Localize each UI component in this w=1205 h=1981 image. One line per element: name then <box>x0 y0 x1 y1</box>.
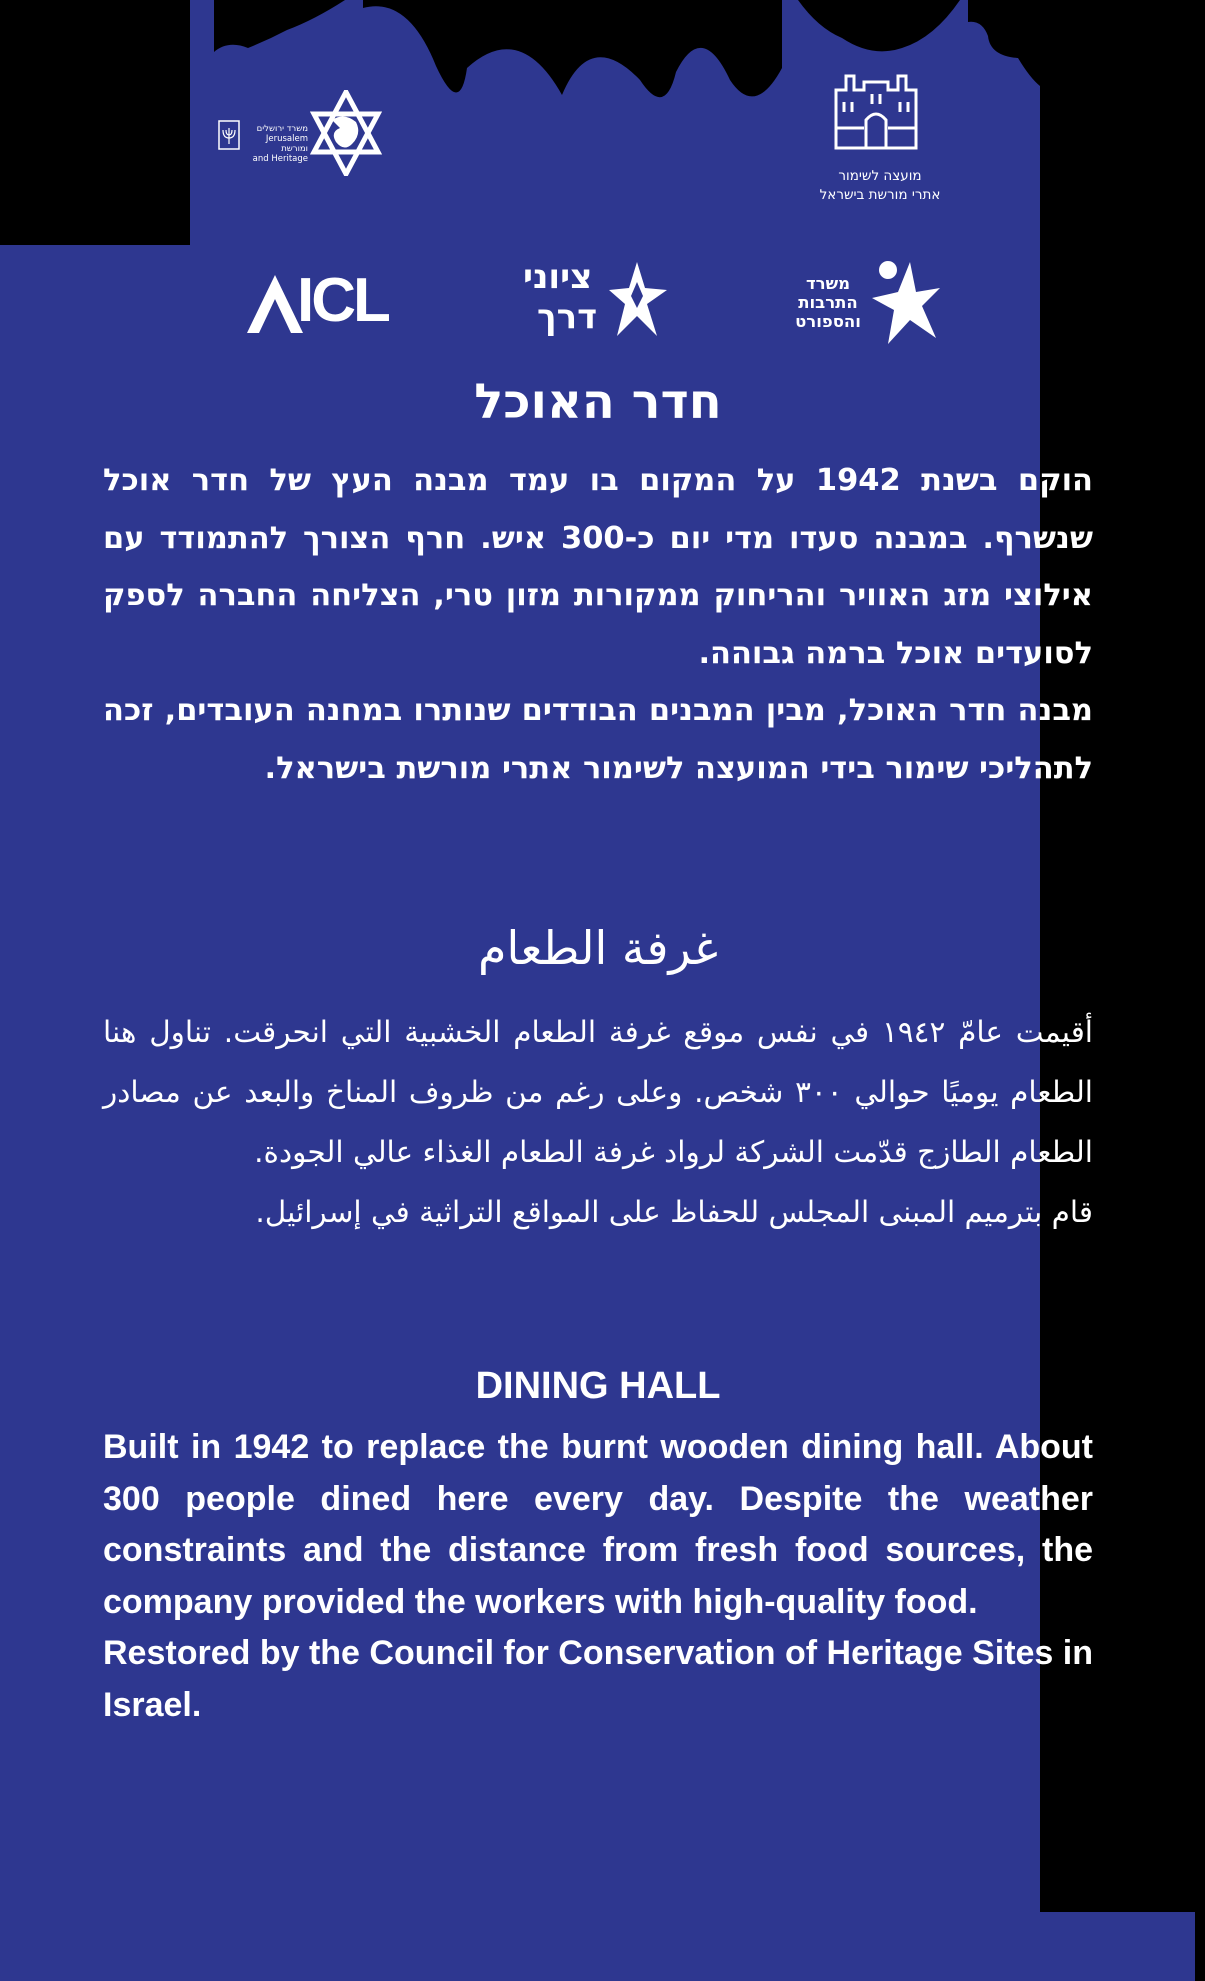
zioni-derech-line1: ציוני <box>523 257 593 297</box>
menorah-emblem-icon <box>218 120 240 150</box>
arabic-body <box>103 1002 1093 1242</box>
heritage-council-logo <box>800 68 980 208</box>
arabic-paragraph-2: قام بترميم المبنى المجلس للحفاظ على المواقع التراثية في إسرائيل. <box>255 1195 1093 1229</box>
historic-building-icon <box>834 68 918 150</box>
council-name-line2: אתרי מורשת בישראל <box>819 187 941 203</box>
zioni-derech-line2: דרך <box>537 297 598 337</box>
star-of-david-lion-icon <box>310 90 382 176</box>
culture-ministry-name: משרד התרבות והספורט <box>795 274 861 331</box>
english-paragraph-1: Built in 1942 to replace the burnt wooden dining hall. About 300 people dined here every day. Despite the weather constraints and the distance from fresh food sources, the company provided the workers with high-quality food. <box>103 1428 1093 1621</box>
hebrew-title: חדר האוכל <box>474 374 722 430</box>
council-name-line1: מועצה לשימור <box>838 168 922 184</box>
hebrew-paragraph-1: הוקם בשנת 1942 על המקום בו עמד מבנה העץ של חדר אוכל שנשרף. במבנה סעדו מדי יום כ-300 איש. חרף הצורך להתמודד עם אילוצי מזג האוויר והריחוק ממקורות מזון טרי, הצליחה החברה לספק לסועדים אוכל ברמה גבוהה. <box>103 463 1093 671</box>
jerusalem-heritage-ministry-logo <box>218 90 388 180</box>
english-title: DINING HALL <box>475 1365 721 1407</box>
english-paragraph-2: Restored by the Council for Conservation of Heritage Sites in Israel. <box>103 1634 1093 1724</box>
zioni-derech-star-icon <box>607 260 669 340</box>
icl-logo <box>245 266 388 335</box>
hebrew-bold-phrase: בו עמד <box>508 463 619 498</box>
english-body <box>103 1422 1093 1731</box>
hebrew-paragraph-2: מבנה חדר האוכל, מבין המבנים הבודדים שנותרו במחנה העובדים, זכה לתהליכי שימור בידי המועצה לשימור אתרי מורשת בישראל. <box>103 693 1093 786</box>
hebrew-body <box>103 452 1093 797</box>
zioni-derech-logo <box>515 258 675 348</box>
arabic-title: غرفة الطعام <box>478 921 718 975</box>
culture-ministry-star-icon <box>868 258 942 346</box>
culture-sport-ministry-logo <box>790 258 965 348</box>
arabic-paragraph-1: أقيمت عامّ ١٩٤٢ في نفس موقع غرفة الطعام الخشبية التي انحرقت. تناول هنا الطعام يوميًا حوالي ٣٠٠ شخص. وعلى رغم من ظروف المناخ والبعد عن مصادر الطعام الطازج قدّمت الشركة لرواد غرفة الطعام الغذاء عالي الجودة. <box>103 1015 1093 1169</box>
icl-wordmark: ICL <box>297 266 388 335</box>
icl-triangle-icon <box>245 273 305 335</box>
ministry-name-lines: משרד ירושלים Jerusalem ומורשת and Heritage <box>252 124 308 164</box>
